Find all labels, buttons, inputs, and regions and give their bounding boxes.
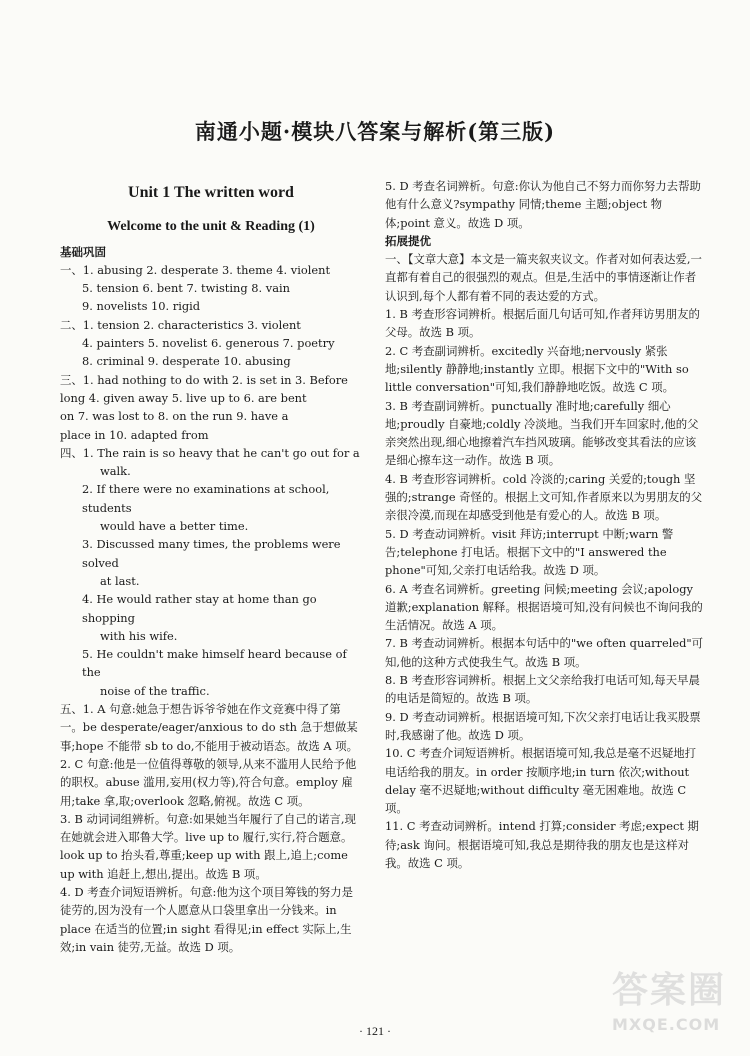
exercise-line: 3. Discussed many times, the problems were solved bbox=[82, 537, 341, 570]
exercise-line: 四、1. The rain is so heavy that he can't go out for a bbox=[60, 445, 360, 460]
exercise-line: at last. bbox=[100, 573, 140, 588]
exercise-line: 9. novelists 10. rigid bbox=[82, 299, 201, 314]
answer-item: 4. D 考查介词短语辨析。句意:他为这个项目筹钱的努力是徒劳的,因为没有一个人愿意从口袋里拿出一分钱来。in place 在适当的位置;in sight 看得见;in effect 实际上,生效;in vain 徒劳,无益。故选 D 项。 bbox=[60, 884, 354, 954]
article-summary: 一、【文章大意】本文是一篇夹叙夹议文。作者对如何表达爱,一直都有着自己的很强烈的观点。但是,生活中的事情逐渐让作者认识到,每个人都有着不同的表达爱的方式。 bbox=[385, 252, 702, 303]
answer-item: 3. B 动词词组辨析。句意:如果她当年履行了自己的诺言,现在她就会进入耶鲁大学。live up to 履行,实行,符合题意。look up to 抬头看,尊重;keep up with 跟上,追上;come up with 追赶上,想出,提出。故选 B 项。 bbox=[60, 811, 356, 881]
exercise-1 bbox=[60, 261, 362, 316]
exercise-line: walk. bbox=[100, 464, 131, 479]
exercise-line: 5. He couldn't make himself heard because of the bbox=[82, 647, 347, 680]
exercise-line: 5. tension 6. bent 7. twisting 8. vain bbox=[82, 281, 290, 296]
answer-item: 五、1. A 句意:她急于想告诉爷爷她在作文竞赛中得了第一。be desperate/eager/anxious to do sth 急于想做某事;hope 不能带 sb to do,不能用于被动语态。故选 A 项。 bbox=[60, 702, 358, 753]
answer-item: 10. C 考查介词短语辨析。根据语境可知,我总是毫不迟疑地打电话给我的朋友。in order 按顺序地;in turn 依次;without delay 毫不迟疑地;without difficulty 毫无困难地。故选 C 项。 bbox=[385, 746, 697, 816]
watermark-logo bbox=[612, 962, 742, 1048]
exercise-line: 一、1. abusing 2. desperate 3. theme 4. violent bbox=[60, 262, 331, 277]
exercise-line: with his wife. bbox=[100, 628, 178, 643]
answer-item: 2. C 考查副词辨析。excitedly 兴奋地;nervously 紧张地;silently 静静地;instantly 立即。根据下文中的"With so little conversation"可知,我们静静地吃饭。故选 C 项。 bbox=[385, 343, 689, 395]
answer-item: 4. B 考查形容词辨析。cold 冷淡的;caring 关爱的;tough 坚强的;strange 奇怪的。根据上文可知,作者原来以为男朋友的父亲很冷漠,而现在却感受到他是有爱心的人。故选 B 项。 bbox=[385, 471, 703, 523]
exercise-line: long 4. given away 5. live up to 6. are bent bbox=[60, 390, 307, 405]
section-label-jichu: 基础巩固 bbox=[60, 244, 106, 259]
exercise-line: noise of the traffic. bbox=[100, 683, 210, 698]
page-title: 南通小题·模块八答案与解析(第三版) bbox=[194, 119, 556, 144]
exercise-line: on 7. was lost to 8. on the run 9. have a bbox=[60, 409, 289, 424]
exercise-line: 8. criminal 9. desperate 10. abusing bbox=[82, 354, 291, 369]
exercise-line: place in 10. adapted from bbox=[60, 427, 209, 442]
watermark-url: MXQE.COM bbox=[612, 1015, 721, 1034]
left-column bbox=[60, 178, 362, 956]
answer-item: 8. B 考查形容词辨析。根据上文父亲给我打电话可知,每天早晨的电话是简短的。故选 B 项。 bbox=[385, 673, 700, 706]
exercise-line: 4. painters 5. novelist 6. generous 7. poetry bbox=[82, 336, 335, 351]
exercise-line: 4. He would rather stay at home than go shopping bbox=[82, 592, 317, 625]
answer-item: 5. D 考查动词辨析。visit 拜访;interrupt 中断;warn 警告;telephone 打电话。根据下文中的"I answered the phone"可知,父亲打电话给我。故选 D 项。 bbox=[385, 526, 674, 578]
exercise-line: 二、1. tension 2. characteristics 3. violent bbox=[60, 317, 301, 332]
answer-item: 9. D 考查动词辨析。根据语境可知,下次父亲打电话让我买股票时,我感谢了他。故选 D 项。 bbox=[385, 709, 701, 742]
answer-item: 6. A 考查名词辨析。greeting 问候;meeting 会议;apology 道歉;explanation 解释。根据语境可知,没有问候也不询问我的生活情况。故选 A 项。 bbox=[385, 581, 703, 633]
answer-item: 1. B 考查形容词辨析。根据后面几句话可知,作者拜访男朋友的父母。故选 B 项。 bbox=[385, 307, 700, 340]
answer-item: 3. B 考查副词辨析。punctually 准时地;carefully 细心地;proudly 自豪地;coldly 冷淡地。当我们开车回家时,他的父亲突然出现,细心地擦着汽车挡风玻璃。能够改变其看法的应该是细心擦车这一动作。故选 B 项。 bbox=[385, 398, 699, 468]
exercise-5 bbox=[60, 700, 362, 956]
exercise-4 bbox=[60, 444, 362, 700]
answer-item: 2. C 句意:他是一位值得尊敬的领导,从来不滥用人民给予他的职权。abuse 滥用,妄用(权力等),符合句意。employ 雇用;take 拿,取;overlook 忽略,俯视。故选 C 项。 bbox=[60, 756, 357, 808]
section-label-tuozhan: 拓展提优 bbox=[385, 233, 431, 248]
page-number: · 121 · bbox=[359, 1024, 391, 1038]
answer-item: 11. C 考查动词辨析。intend 打算;consider 考虑;expect 期待;ask 询问。根据语境可知,我总是期待我的朋友也是这样对我。故选 C 项。 bbox=[385, 819, 699, 870]
answer-item: 7. B 考查动词辨析。根据本句话中的"we often quarreled"可知,他的这种方式使我生气。故选 B 项。 bbox=[385, 636, 704, 669]
watermark-text: 答案圈 bbox=[612, 970, 727, 1011]
section-title: Welcome to the unit & Reading (1) bbox=[107, 219, 315, 235]
exercise-line: would have a better time. bbox=[100, 519, 249, 534]
exercise-3 bbox=[60, 371, 362, 444]
exercise-line: 2. If there were no examinations at school, students bbox=[82, 482, 330, 515]
exercise-line: 三、1. had nothing to do with 2. is set in 3. Before bbox=[60, 372, 348, 387]
answer-item: 5. D 考查名词辨析。句意:你认为他自己不努力而你努力去帮助他有什么意义?sympathy 同情;theme 主题;object 物体;point 意义。故选 D 项。 bbox=[385, 179, 701, 230]
unit-title: Unit 1 The written word bbox=[128, 184, 294, 201]
right-column bbox=[385, 177, 705, 872]
exercise-2 bbox=[60, 316, 362, 371]
